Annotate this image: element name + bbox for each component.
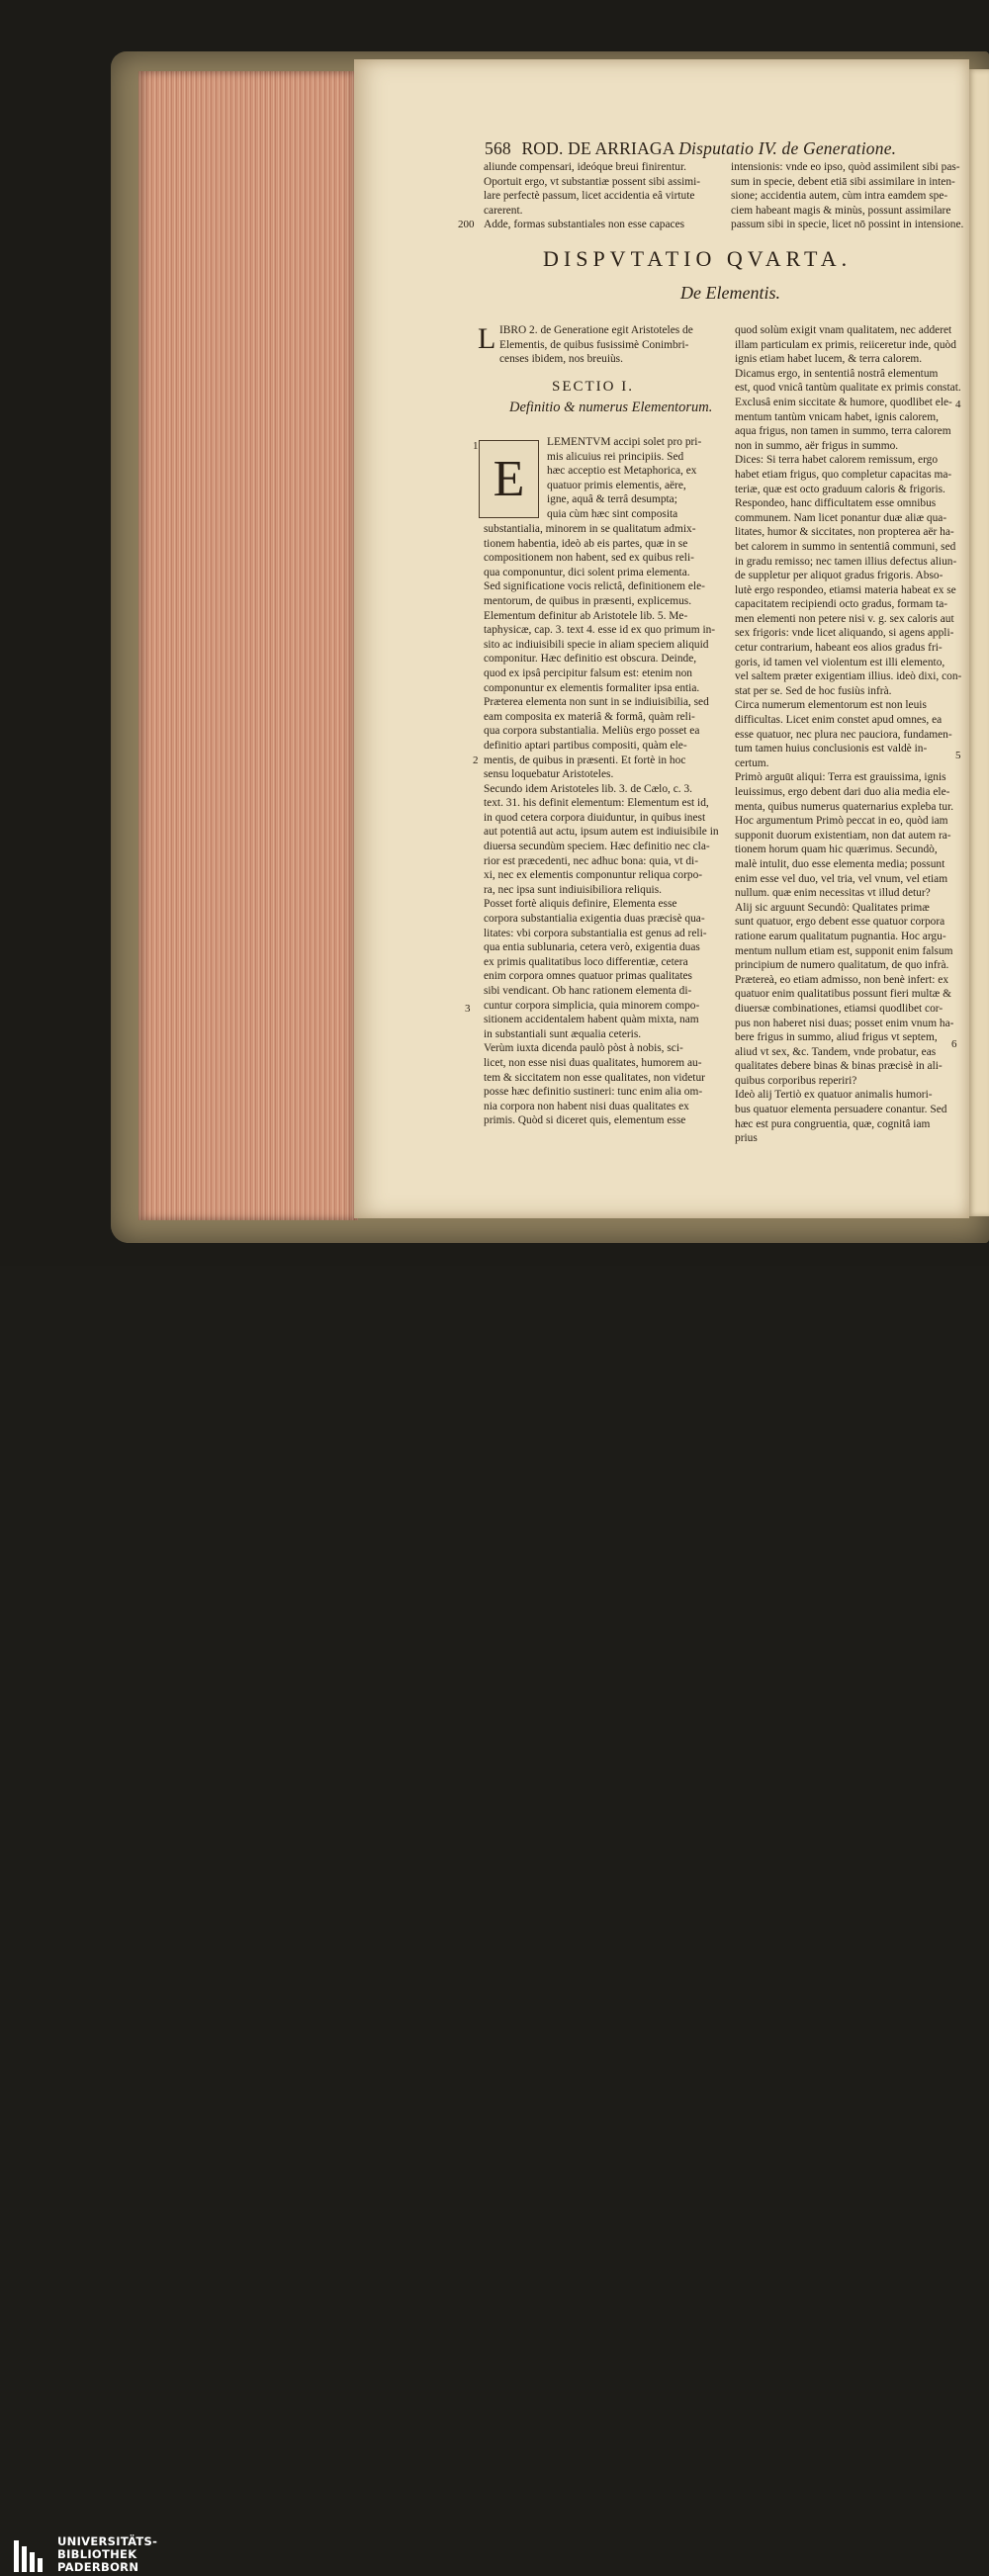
- text-line: Elementum definitur ab Aristotele lib. 5. Me-: [484, 609, 688, 622]
- text-line: rior est præcedenti, nec adhuc bona: quia, vt di-: [484, 854, 698, 867]
- running-header: [485, 138, 896, 159]
- text-line: menta, quibus numerus quaternarius expleba tur.: [735, 800, 954, 813]
- disputatio-title: DISPVTATIO QVARTA.: [543, 246, 853, 271]
- text-line: componitur. Hæc definitio est obscura. Deinde,: [484, 653, 697, 666]
- top-right-column: [731, 160, 963, 232]
- text-line: in quod cetera corpora diuiduntur, in quibus inest: [484, 811, 706, 824]
- library-name-line: PADERBORN: [57, 2560, 139, 2575]
- text-line: aliud vt sex, &c. Tandem, vnde probatur, eas: [735, 1045, 937, 1058]
- text-line: definitio aptari partibus compositi, quàm ele-: [484, 739, 687, 752]
- library-name-line: BIBLIOTHEK: [57, 2547, 137, 2562]
- text-line: enim esse vel duo, vel tria, vel vnum, vel etiam: [735, 872, 948, 885]
- book-scan: [0, 0, 989, 1266]
- text-line: communem. Nam licet ponantur duæ aliæ qua-: [735, 511, 947, 524]
- text-line: certum.: [735, 756, 769, 769]
- text-line: bere frigus in summo, aliud frigus vt septem,: [735, 1031, 938, 1044]
- header-title: Disputatio IV. de Generatione.: [678, 138, 897, 158]
- text-line: quod solùm exigit vnam qualitatem, nec adderet: [735, 324, 952, 336]
- text-line: sex frigoris: vnde licet aliquando, si agens appli-: [735, 627, 954, 640]
- text-line: de suppletur per aliquot gradus frigoris. Abso-: [735, 570, 944, 582]
- text-line: pus non haberet nisi duas; posset enim vnum ha-: [735, 1017, 954, 1029]
- text-line: eam composita ex materiâ & formâ, quàm reli-: [484, 710, 695, 723]
- text-line: aliunde compensari, ideóque breui finirentur.: [484, 161, 686, 173]
- text-line: tionem horum quam hic quærimus. Secundò,: [735, 844, 938, 856]
- text-line: Circa numerum elementorum est non leuis: [735, 699, 927, 712]
- text-line: Prætereà, eo etiam admisso, non benè infert: ex: [735, 973, 949, 986]
- text-line: habet etiam frigus, quo completur capacitas ma-: [735, 468, 952, 481]
- text-line: Sed significatione vocis relictâ, definitionem ele-: [484, 580, 705, 593]
- text-line: sum in specie, debent etiā sibi assimilare in inten-: [731, 175, 955, 188]
- text-line: text. 31. his definit elementum: Elementum est id,: [484, 797, 709, 810]
- text-line: sensu loquebatur Aristoteles.: [484, 768, 614, 781]
- page-fore-edge: [138, 71, 358, 1220]
- text-line: cetur contrarium, habeant eos alios gradus fri-: [735, 642, 943, 655]
- text-line: diuersa secundùm speciem. Hæc definitio nec cla-: [484, 841, 710, 853]
- text-line: substantialia, minorem in se qualitatum admix-: [484, 523, 696, 535]
- text-line: compositionem non habent, sed ex quibus reli-: [484, 552, 694, 565]
- header-author: ROD. DE ARRIAGA: [521, 138, 674, 158]
- text-line: prius: [735, 1132, 758, 1145]
- text-line: posse hæc definitio sustineri: tunc enim alia om-: [484, 1086, 703, 1099]
- text-line: sitionem accidentalem habent quàm mixta, nam: [484, 1014, 699, 1026]
- text-line: tum tamen huius conclusionis est valdè in-: [735, 743, 928, 755]
- text-line: Exclusâ enim siccitate & humore, quodlibet ele-: [735, 396, 952, 408]
- text-line: ignis etiam habet lucem, & terra calorem.: [735, 353, 923, 366]
- text-line: vel saltem præter exigentiam illius. ideò dixi, con-: [735, 670, 962, 683]
- disputatio-subtitle: De Elementis.: [680, 283, 780, 303]
- text-line: Dicamus ergo, in sententiâ nostrâ elementum: [735, 367, 939, 380]
- text-line: componuntur ex elementis formaliter ipsa entia.: [484, 681, 700, 694]
- library-logo-icon: [12, 2536, 51, 2576]
- para1-top: [547, 435, 701, 522]
- intro-initial: L: [478, 322, 496, 355]
- text-line: hæc acceptio est Metaphorica, ex: [547, 465, 697, 478]
- text-line: qua componuntur, dici solent prima elementa.: [484, 566, 690, 578]
- text-line: tionem habentia, ideò ab eis partes, quæ in se: [484, 537, 688, 550]
- decorated-initial: [479, 440, 539, 518]
- text-line: stat per se. Sed de hoc fusiùs infrà.: [735, 684, 892, 697]
- text-line: aqua frigus, non tamen in summo, terra calorem: [735, 425, 951, 438]
- margin-number: 6: [951, 1038, 957, 1050]
- text-line: quatuor enim qualitatibus possunt fieri multæ &: [735, 988, 951, 1001]
- text-line: LEMENTVM accipi solet pro pri-: [547, 436, 702, 448]
- text-line: leuissimus, ergo debent dari duo alia media ele-: [735, 786, 950, 798]
- text-line: mentis, de quibus in præsenti. Et fortè in hoc: [484, 754, 686, 766]
- text-line: ra, nec ipsa sunt indiuisibiliora reliquis.: [484, 883, 663, 896]
- text-line: Adde, formas substantiales non esse capaces: [484, 219, 685, 231]
- text-line: tem & siccitatem non esse qualitates, non videtur: [484, 1071, 705, 1084]
- text-line: Præterea elementa non sunt in se indiuisibilia, sed: [484, 696, 709, 709]
- text-line: sibi vendicant. Ob hanc rationem elementa di-: [484, 985, 692, 997]
- text-line: illam particulam ex primis, reiiceretur inde, quòd: [735, 338, 956, 351]
- text-line: supponit duorum existentiam, non dat autem ra-: [735, 829, 951, 842]
- margin-number: 3: [465, 1003, 471, 1015]
- text-line: nia corpora non habent nisi duas qualitates ex: [484, 1100, 689, 1112]
- text-line: goris, id tamen vel violentum est illi elemento,: [735, 656, 945, 668]
- library-name-line: UNIVERSITÄTS-: [57, 2534, 158, 2548]
- text-line: cuntur corpora simplicia, quia minorem compo-: [484, 999, 700, 1012]
- sectio-heading: SECTIO I.: [552, 379, 634, 395]
- text-line: qua entia sublunaria, cetera verò, exigentia duas: [484, 941, 700, 954]
- text-line: ratione earum qualitatum pugnantia. Hoc argu-: [735, 930, 946, 942]
- text-line: Primò arguūt aliqui: Terra est grauissima, ignis: [735, 771, 946, 784]
- text-line: qualitates debere binas & binas præcisè in ali-: [735, 1060, 943, 1073]
- text-line: principium de numero qualitatum, de quo infrà.: [735, 959, 949, 972]
- text-line: intensionis: vnde eo ipso, quòd assimilent sibi pas-: [731, 161, 960, 173]
- sectio-subtitle: Definitio & numerus Elementorum.: [509, 400, 713, 415]
- text-line: Dices: Si terra habet calorem remissum, ergo: [735, 454, 939, 467]
- text-line: sito ac indiuisibili specie in aliam speciem aliquid: [484, 638, 709, 651]
- text-line: ciem habeant magis & minùs, possunt assimilare: [731, 204, 951, 217]
- text-line: Ideò alij Tertiò ex quatuor animalis humori-: [735, 1089, 933, 1102]
- text-line: esse quatuor, nec plura nec pauciora, fundamen-: [735, 728, 952, 741]
- text-line: carerent.: [484, 204, 523, 217]
- text-line: censes ibidem, nos breuiùs.: [499, 353, 623, 366]
- text-line: diuersæ combinationes, etiamsi quodlibet cor-: [735, 1002, 944, 1015]
- left-column-body: [484, 522, 719, 1128]
- text-line: Alij sic arguunt Secundò: Qualitates primæ: [735, 901, 930, 914]
- text-line: litates: vbi corpora substantialia est genus ad reli-: [484, 927, 707, 939]
- text-line: Posset fortè aliquis definire, Elementa esse: [484, 898, 677, 911]
- margin-number: 1: [473, 440, 479, 452]
- text-line: in gradu remisso; nec tamen illius defectus aliun-: [735, 555, 957, 568]
- text-line: primis. Quòd si diceret quis, elementum esse: [484, 1114, 686, 1127]
- text-line: bus quatuor elementa persuadere conantur. Sed: [735, 1104, 947, 1116]
- text-line: quod ex ipsâ percipitur falsum est: etenim non: [484, 666, 692, 679]
- text-line: lutè ergo respondeo, etiamsi materia habeat ex se: [735, 583, 956, 596]
- text-line: igne, aquâ & terrâ desumpta;: [547, 493, 677, 506]
- text-line: xi, nec ex elementis componuntur reliqua corpo-: [484, 869, 703, 882]
- text-line: enim corpora omnes quatuor primas qualitates: [484, 970, 692, 983]
- text-line: mentum tantùm vnicam habet, ignis calorem,: [735, 410, 939, 423]
- text-line: nullum. quæ enim necessitas vt illud detur?: [735, 887, 931, 900]
- text-line: passum sibi in specie, licet nō possint in intensione.: [731, 219, 964, 231]
- right-column-body: [735, 323, 961, 1146]
- text-line: est, quod vnicâ tantùm qualitate ex primis constat.: [735, 382, 961, 395]
- drop-cap-letter: E: [493, 451, 525, 507]
- text-line: Secundo idem Aristoteles lib. 3. de Cælo, c. 3.: [484, 782, 693, 795]
- text-line: mis alicuius rei principiis. Sed: [547, 450, 684, 463]
- text-line: Oportuit ergo, vt substantiæ possent sibi assimi-: [484, 175, 701, 188]
- text-line: hæc est pura congruentia, quæ, cognitâ iam: [735, 1117, 931, 1130]
- margin-number: 200: [458, 219, 475, 230]
- margin-number: 2: [473, 755, 479, 766]
- text-line: Verùm iuxta dicenda paulò pòst à nobis, sci-: [484, 1042, 683, 1055]
- text-line: quatuor primis elementis, aëre,: [547, 479, 686, 491]
- text-line: qua corpora substantialia. Meliùs ergo posset ea: [484, 725, 700, 738]
- text-line: capacitatem recipiendi octo gradus, formam ta-: [735, 598, 948, 611]
- text-line: quia cùm hæc sint composita: [547, 507, 678, 520]
- library-name: [57, 2535, 157, 2575]
- top-left-column: [484, 160, 700, 232]
- text-line: Respondeo, hanc difficultatem esse omnibus: [735, 497, 937, 510]
- text-line: teriæ, quæ est octo graduum caloris & frigoris.: [735, 483, 945, 495]
- intro-paragraph: [478, 323, 725, 367]
- text-line: mentum nullum etiam est, supponit enim falsum: [735, 944, 953, 957]
- text-line: malè intulit, duo esse elementa media; possunt: [735, 857, 945, 870]
- text-line: litates, humor & siccitates, non propterea aër ha-: [735, 526, 954, 539]
- text-line: in substantiali sunt æqualia ceteris.: [484, 1027, 642, 1040]
- text-line: difficultas. Licet enim constet apud omnes, ea: [735, 714, 943, 727]
- text-line: men elementi non petere nisi v. g. sex caloris aut: [735, 612, 954, 625]
- text-line: licet, non esse nisi duas qualitates, humorem au-: [484, 1056, 702, 1069]
- margin-number: 4: [955, 399, 961, 410]
- text-line: aut potentiâ aut actu, ipsum autem est indiuisibile in: [484, 826, 719, 839]
- text-line: ex primis qualitatibus loco differentiæ, cetera: [484, 955, 688, 968]
- text-line: IBRO 2. de Generatione egit Aristoteles de: [499, 324, 693, 336]
- text-line: quibus corporibus reperiri?: [735, 1074, 857, 1087]
- page-number: 568: [485, 138, 511, 158]
- text-line: bet calorem in summo in sententiâ communi, sed: [735, 540, 956, 553]
- text-line: taphysicæ, cap. 3. text 4. esse id ex quo primum in-: [484, 624, 716, 637]
- margin-number: 5: [955, 750, 961, 761]
- text-line: Hoc argumentum Primò peccat in eo, quòd iam: [735, 815, 948, 828]
- text-line: Elementis, de quibus fusissimè Conimbri-: [499, 338, 689, 351]
- text-line: mentorum, de quibus in præsenti, explicemus.: [484, 594, 692, 607]
- text-line: lare perfectè passum, licet accidentia eâ virtute: [484, 190, 695, 203]
- text-line: sunt quatuor, ergo debent esse quatuor corpora: [735, 916, 945, 929]
- next-page-edge: [967, 69, 989, 1216]
- text-line: non in summo, aër frigus in summo.: [735, 439, 899, 452]
- text-line: sione; accidentia autem, cùm intra eamdem spe-: [731, 190, 948, 203]
- footer-bar: [0, 1266, 989, 2575]
- text-line: corpora substantialia exigentia duas præcisè qua-: [484, 913, 705, 926]
